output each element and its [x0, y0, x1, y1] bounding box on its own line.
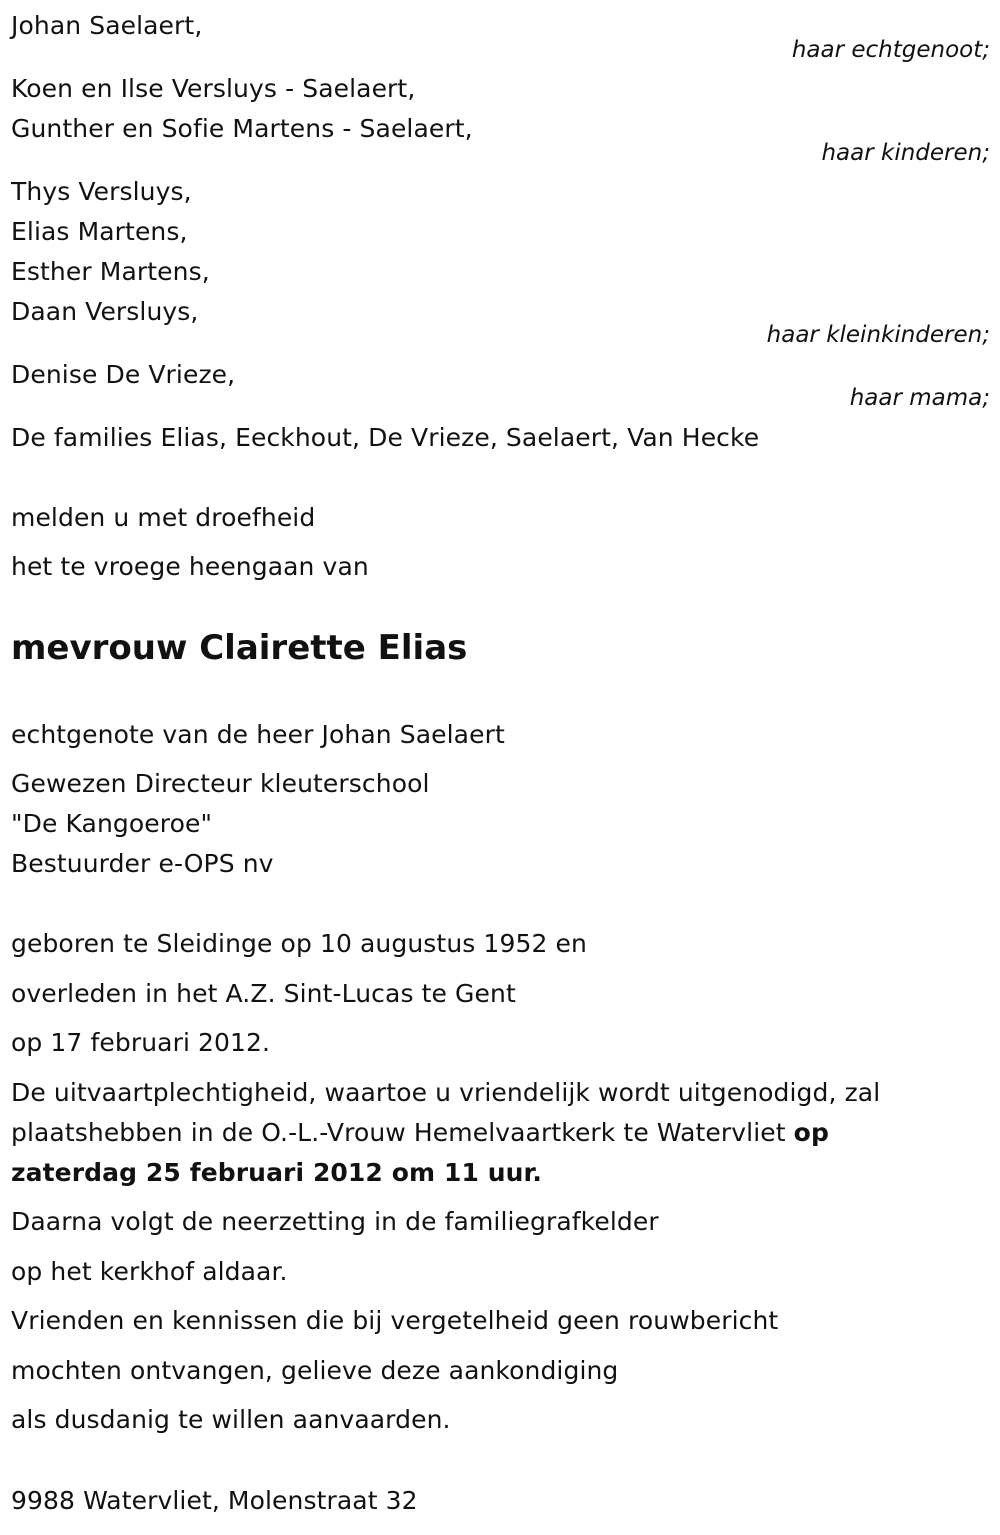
deceased-spouse-line: echtgenote van de heer Johan Saelaert	[11, 720, 505, 749]
notice-line: mochten ontvangen, gelieve deze aankondiging	[11, 1356, 619, 1385]
burial-line: op het kerkhof aldaar.	[11, 1257, 288, 1286]
death-date-line: op 17 februari 2012.	[11, 1028, 271, 1057]
announcement-line: het te vroege heengaan van	[11, 552, 369, 581]
announcement-line: melden u met droefheid	[11, 503, 316, 532]
funeral-line	[11, 1118, 829, 1148]
grandchild-line: Esther Martens,	[11, 257, 210, 286]
mother-role: haar mama;	[849, 385, 990, 411]
deceased-name: mevrouw Clairette Elias	[11, 628, 468, 668]
families-line: De families Elias, Eeckhout, De Vrieze, Saelaert, Van Hecke	[11, 423, 760, 452]
address-line: 9988 Watervliet, Molenstraat 32	[11, 1486, 418, 1515]
funeral-date-start: op	[793, 1118, 829, 1147]
deceased-title: Bestuurder e-OPS nv	[11, 849, 274, 878]
notice-line: Vrienden en kennissen die bij vergetelheid geen rouwbericht	[11, 1306, 779, 1335]
spouse-name: Johan Saelaert,	[11, 11, 203, 40]
funeral-location: plaatshebben in de O.-L.-Vrouw Hemelvaartkerk te Watervliet	[11, 1118, 794, 1147]
funeral-date: zaterdag 25 februari 2012 om 11 uur.	[11, 1158, 543, 1187]
child-line: Koen en Ilse Versluys - Saelaert,	[11, 74, 416, 103]
child-line: Gunther en Sofie Martens - Saelaert,	[11, 114, 473, 143]
children-role: haar kinderen;	[821, 140, 990, 166]
spouse-role: haar echtgenoot;	[791, 37, 990, 63]
grandchild-line: Daan Versluys,	[11, 297, 199, 326]
death-line: overleden in het A.Z. Sint-Lucas te Gent	[11, 979, 516, 1008]
mother-name: Denise De Vrieze,	[11, 360, 236, 389]
deceased-title: Gewezen Directeur kleuterschool	[11, 769, 430, 798]
notice-line: als dusdanig te willen aanvaarden.	[11, 1405, 451, 1434]
birth-line: geboren te Sleidinge op 10 augustus 1952 en	[11, 929, 587, 958]
burial-line: Daarna volgt de neerzetting in de familiegrafkelder	[11, 1207, 659, 1236]
funeral-line: De uitvaartplechtigheid, waartoe u vriendelijk wordt uitgenodigd, zal	[11, 1078, 881, 1107]
grandchildren-role: haar kleinkinderen;	[766, 322, 990, 348]
deceased-title: "De Kangoeroe"	[11, 809, 213, 838]
grandchild-line: Elias Martens,	[11, 217, 188, 246]
grandchild-line: Thys Versluys,	[11, 177, 192, 206]
